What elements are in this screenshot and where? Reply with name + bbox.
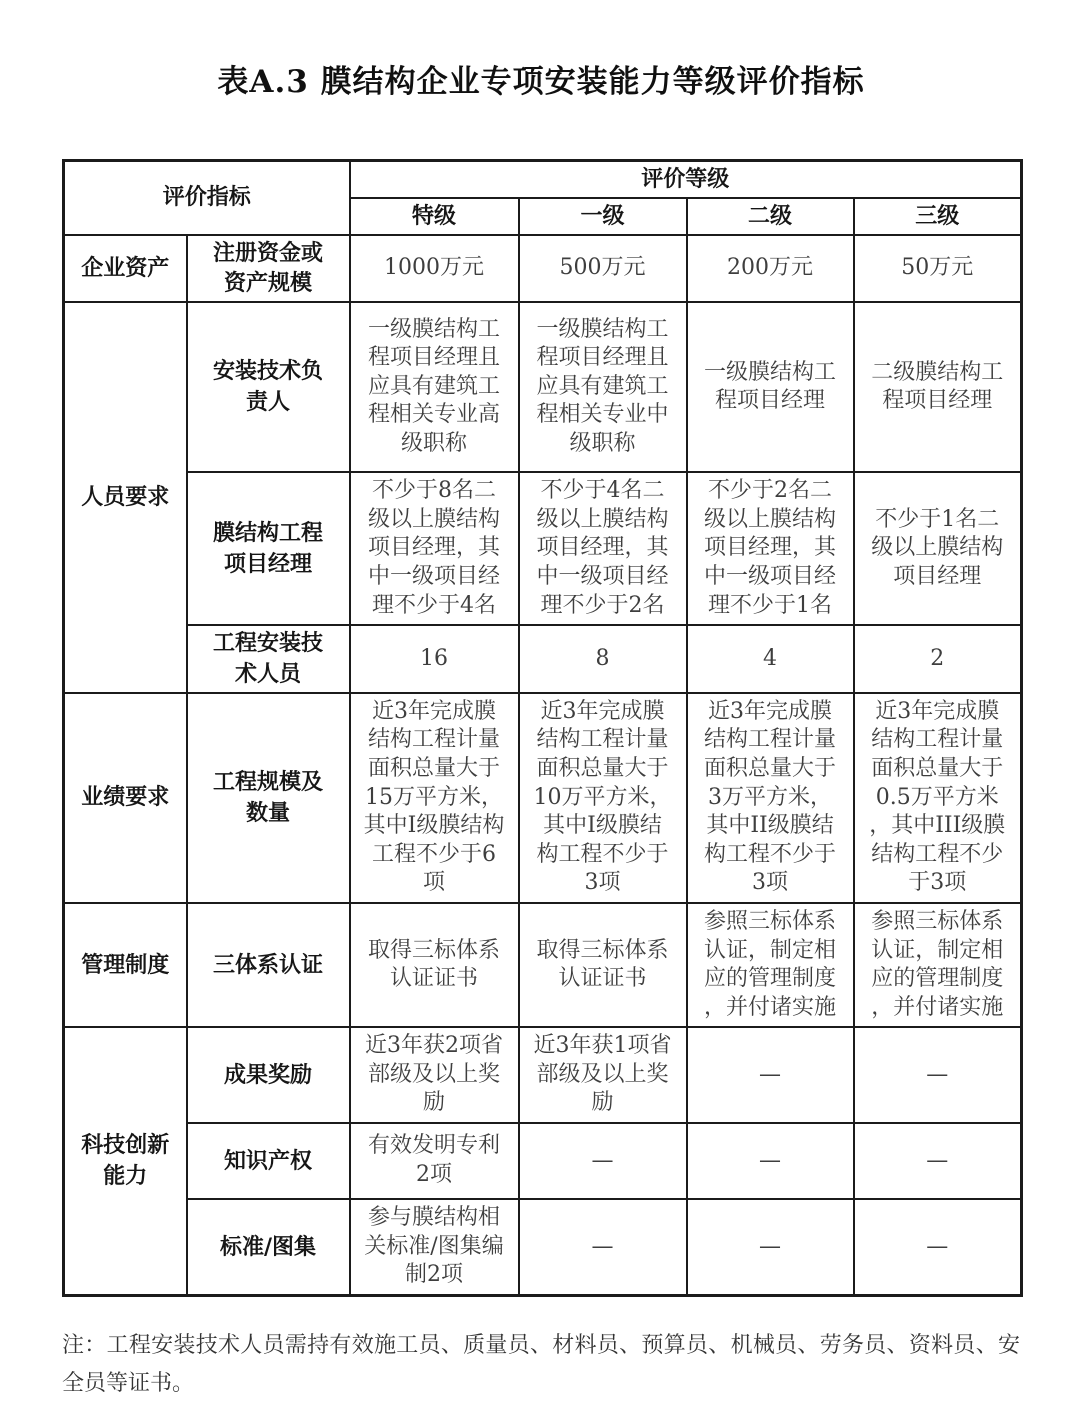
value-cell: 1000万元: [350, 235, 519, 303]
grade-header-second: 二级: [687, 198, 854, 235]
indicator-cell-install-technicians: 工程安装技术人员: [187, 625, 350, 693]
value-cell: 二级膜结构工程项目经理: [854, 302, 1022, 472]
row-project-scale: [64, 693, 1022, 903]
value-cell: 50万元: [854, 235, 1022, 303]
row-install-tech-lead: [64, 302, 1022, 472]
indicator-cell-registered-capital: 注册资金或资产规模: [187, 235, 350, 303]
group-cell-enterprise-assets: 企业资产: [64, 235, 187, 303]
row-awards: [64, 1027, 1022, 1123]
value-cell: 200万元: [687, 235, 854, 303]
value-cell: 500万元: [519, 235, 687, 303]
indicator-cell-awards: 成果奖励: [187, 1027, 350, 1123]
table-body: [64, 161, 1022, 1296]
value-cell: —: [854, 1123, 1022, 1199]
row-install-technicians: [64, 625, 1022, 693]
row-membrane-project-manager: [64, 472, 1022, 625]
value-cell: —: [854, 1199, 1022, 1295]
group-cell-personnel: 人员要求: [64, 302, 187, 693]
value-cell: 不少于8名二级以上膜结构项目经理，其中一级项目经理不少于4名: [350, 472, 519, 625]
value-cell: 参与膜结构相关标准/图集编制2项: [350, 1199, 519, 1295]
value-cell: 近3年完成膜结构工程计量面积总量大于3万平方米，其中II级膜结构工程不少于3项: [687, 693, 854, 903]
indicator-cell-certification: 三体系认证: [187, 903, 350, 1027]
footnote: 注：工程安装技术人员需持有效施工员、质量员、材料员、预算员、机械员、劳务员、资料员、安全员等证书。: [62, 1332, 1020, 1396]
value-cell: 有效发明专利2项: [350, 1123, 519, 1199]
value-cell: 一级膜结构工程项目经理且应具有建筑工程相关专业高级职称: [350, 302, 519, 472]
table-title: 表A.3 膜结构企业专项安装能力等级评价指标: [217, 64, 865, 100]
indicator-cell-membrane-project-manager: 膜结构工程项目经理: [187, 472, 350, 625]
row-certification: [64, 903, 1022, 1027]
indicator-cell-standards-atlas: 标准/图集: [187, 1199, 350, 1295]
value-cell: 不少于4名二级以上膜结构项目经理，其中一级项目经理不少于2名: [519, 472, 687, 625]
value-cell: —: [687, 1123, 854, 1199]
group-cell-innovation: 科技创新能力: [64, 1027, 187, 1295]
value-cell: 近3年获2项省部级及以上奖励: [350, 1027, 519, 1123]
value-cell: 不少于2名二级以上膜结构项目经理，其中一级项目经理不少于1名: [687, 472, 854, 625]
value-cell: 一级膜结构工程项目经理且应具有建筑工程相关专业中级职称: [519, 302, 687, 472]
value-cell: 近3年获1项省部级及以上奖励: [519, 1027, 687, 1123]
evaluation-table: [62, 159, 1023, 1297]
grade-header-special: 特级: [350, 198, 519, 235]
value-cell: —: [519, 1123, 687, 1199]
value-cell: 参照三标体系认证，制定相应的管理制度，并付诸实施: [854, 903, 1022, 1027]
indicator-cell-project-scale: 工程规模及数量: [187, 693, 350, 903]
value-cell: 近3年完成膜结构工程计量面积总量大于10万平方米，其中I级膜结构工程不少于3项: [519, 693, 687, 903]
value-cell: 一级膜结构工程项目经理: [687, 302, 854, 472]
value-cell: 取得三标体系认证证书: [350, 903, 519, 1027]
row-registered-capital: [64, 235, 1022, 303]
indicator-cell-intellectual-property: 知识产权: [187, 1123, 350, 1199]
grade-header-third: 三级: [854, 198, 1022, 235]
value-cell: —: [687, 1199, 854, 1295]
value-cell: 取得三标体系认证证书: [519, 903, 687, 1027]
row-standards-atlas: [64, 1199, 1022, 1295]
row-intellectual-property: [64, 1123, 1022, 1199]
group-cell-management-system: 管理制度: [64, 903, 187, 1027]
grade-header-first: 一级: [519, 198, 687, 235]
value-cell: —: [854, 1027, 1022, 1123]
value-cell: 参照三标体系认证，制定相应的管理制度，并付诸实施: [687, 903, 854, 1027]
value-cell: 2: [854, 625, 1022, 693]
value-cell: 4: [687, 625, 854, 693]
value-cell: —: [687, 1027, 854, 1123]
value-cell: 不少于1名二级以上膜结构项目经理: [854, 472, 1022, 625]
header-indicator-cell: 评价指标: [64, 161, 350, 235]
header-grade-cell: 评价等级: [350, 161, 1022, 198]
indicator-cell-install-tech-lead: 安装技术负责人: [187, 302, 350, 472]
value-cell: 近3年完成膜结构工程计量面积总量大于15万平方米，其中I级膜结构工程不少于6项: [350, 693, 519, 903]
group-cell-performance: 业绩要求: [64, 693, 187, 903]
value-cell: 近3年完成膜结构工程计量面积总量大于0.5万平方米，其中III级膜结构工程不少于3项: [854, 693, 1022, 903]
value-cell: —: [519, 1199, 687, 1295]
value-cell: 16: [350, 625, 519, 693]
value-cell: 8: [519, 625, 687, 693]
header-row-top: [64, 161, 1022, 198]
